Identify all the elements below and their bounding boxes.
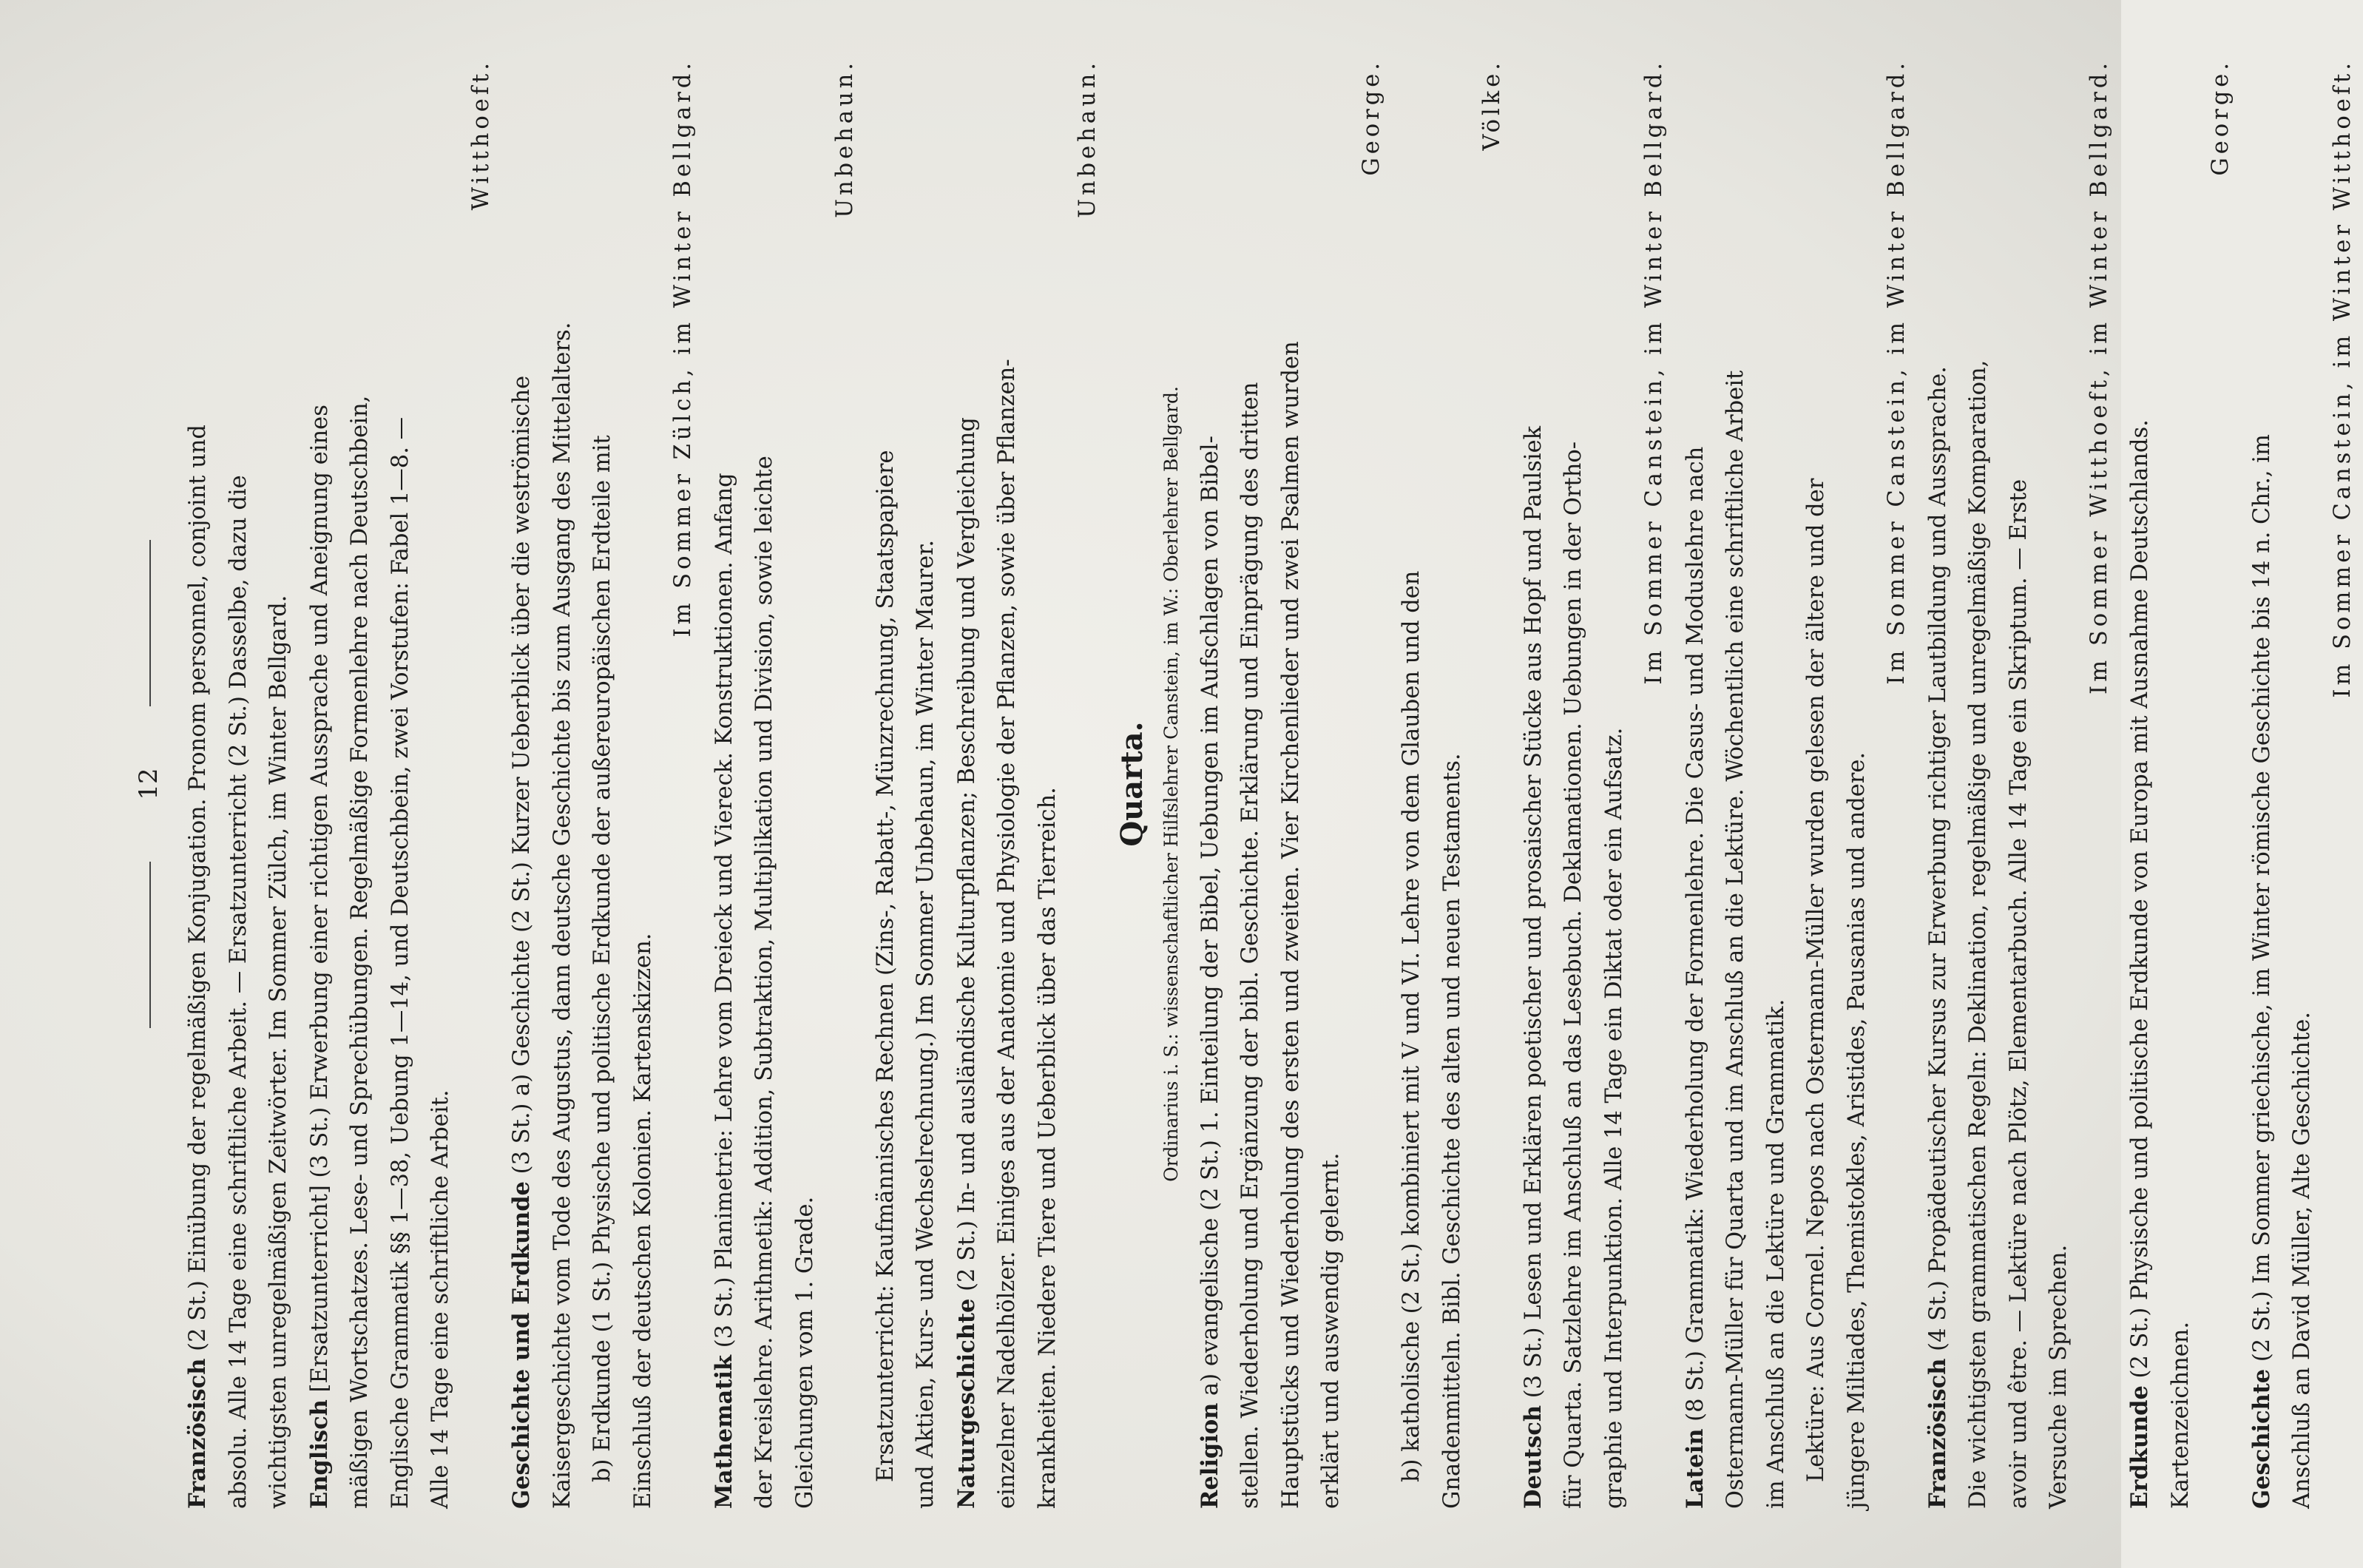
teacher-name: Unbehaun. [1075,59,1101,218]
text-line: im Anschluß an die Lektüre und Grammatik. [1762,998,1789,1509]
teacher-name: Im Sommer Canstein, im Winter Bellgard. [1641,59,1667,685]
teacher-name: Im Sommer Canstein, im Winter Bellgard. [1884,59,1910,685]
text-line: wichtigsten unregelmäßigen Zeitwörter. Im Sommer Zülch, im Winter Bellgard. [266,595,291,1509]
teacher-name: Witthoeft. [467,59,494,211]
text-line: (2 St.) Im Sommer griechische, im Winter römische Geschichte bis 14 n. Chr., im [2248,434,2275,1362]
text-line: (2 St.) Einübung der regelmäßigen Konjugation. Pronom personnel, conjoint und [185,425,211,1351]
entry-deutsch [1513,59,1675,1509]
text-line: Gleichungen vom 1. Grade. [791,1196,818,1509]
entry-geschichte-erdkunde [501,59,704,1509]
teacher-name: Im Sommer Zülch, im Winter Bellgard. [670,59,696,638]
text-line: Hauptstücks und Wiederholung des ersten und zweiten. Vier Kirchenlieder und zwei Psalmen wurden [1277,341,1304,1509]
teacher-name: George. [2208,59,2234,176]
page-number: 12 [129,59,173,1509]
section-heading-quarta: Quarta. [1114,721,1149,847]
teacher-name: Völke. [1479,59,1505,151]
subject-heading: Französisch [1924,1358,1951,1509]
text-line: und Aktien, Kurs- und Wechselrechnung.) Im Sommer Unbehaun, im Winter Maurer. [913,539,939,1509]
text-line: für Quarta. Satzlehre im Anschluß an das Lesebuch. Deklamationen. Uebungen in der Ortho- [1561,441,1586,1509]
text-line: Kaisergeschichte vom Tode des Augustus, dann deutsche Geschichte bis zum Ausgang des Mittelalters. [549,322,575,1509]
subject-heading: Erdkunde [2126,1385,2153,1509]
text-line: der Kreislehre. Arithmetik: Addition, Subtraktion, Multiplikation und Division, sowie leichte [751,456,777,1509]
text-line: Englische Grammatik §§ 1—38, Uebung 1—14, und Deutschbein, zwei Vorstufen: Fabel 1—8. — [387,416,413,1509]
entry-mathematik [704,59,947,1509]
text-line: (3 St.) Planimetrie: Lehre vom Dreieck und Viereck. Konstruktionen. Anfang [711,473,737,1348]
text-line: Kartenzeichnen. [2167,1321,2194,1509]
teacher-name: George. [1358,59,1385,176]
text-line: [Ersatzunterricht] (3 St.) Erwerbung einer richtigen Aussprache und Aneignung eines [306,405,333,1393]
text-line: Ersatzunterricht: Kaufmännisches Rechnen (Zins-, Rabatt-, Münzrechnung, Staatspapiere [872,450,899,1482]
subject-heading: Französisch [184,1358,211,1509]
text-line: (8 St.) Grammatik: Wiederholung der Formenlehre. Die Casus- und Moduslehre nach [1682,446,1708,1422]
entry-religion [1190,59,1513,1509]
subject-heading: Geschichte [2248,1368,2275,1509]
text-line: (2 St.) Physische und politische Erdkunde von Europa mit Ausnahme Deutschlands. [2127,419,2153,1379]
text-line: Die wichtigsten grammatischen Regeln: Deklination, regelmäßige und unregelmäßige Komparation, [1965,359,1991,1509]
text-line: mäßigen Wortschatzes. Lese- und Sprechübungen. Regelmäßige Formenlehre nach Deutschbein, [347,395,373,1509]
text-line: a) evangelische (2 St.) 1. Einteilung der Bibel, Uebungen im Aufschlagen von Bibel- [1197,436,1223,1396]
subject-heading: Englisch [305,1399,333,1509]
text-line: Gnadenmitteln. Bibl. Geschichte des alten und neuen Testaments. [1439,753,1465,1509]
entry-franzoesisch-upper [178,59,300,1509]
text-line: Alle 14 Tage eine schriftliche Arbeit. [427,1089,453,1509]
text-line: (3 St.) a) Geschichte (2 St.) Kurzer Ueberblick über die weströmische [509,375,535,1175]
text-line: graphie und Interpunktion. Alle 14 Tage ein Diktat oder ein Aufsatz. [1600,727,1627,1509]
teacher-name: Im Sommer Witthoeft, im Winter Bellgard. [2086,59,2112,695]
entry-englisch [300,59,502,1509]
subject-heading: Geschichte und Erdkunde [508,1181,535,1509]
rotated-document-page [129,59,2356,1509]
text-line: absolu. Alle 14 Tage eine schriftliche Arbeit. — Ersatzunterricht (2 St.) Dasselbe, dazu die [225,475,251,1509]
subject-heading: Mathematik [710,1354,737,1509]
subject-heading: Deutsch [1519,1405,1546,1509]
text-line: Versuche im Sprechen. [2046,1244,2072,1509]
entry-latein [1675,59,1918,1509]
teacher-name: Unbehaun. [832,59,858,218]
entry-franzoesisch-quarta [1918,59,2120,1509]
text-line: (4 St.) Propädeutischer Kursus zur Erwerbung richtiger Lautbildung und Aussprache. [1924,366,1951,1351]
entry-erdkunde [2120,59,2242,1509]
text-line: avoir und être. — Lektüre nach Plötz, Elementarbuch. Alle 14 Tage ein Skriptum. — Erste [2005,479,2032,1509]
text-line: (3 St.) Lesen und Erklären poetischer und prosaischer Stücke aus Hopf und Paulsiek [1520,425,1546,1399]
teacher-name: Im Sommer Canstein, im Winter Witthoeft. [2329,59,2356,698]
text-line: Lektüre: Aus Cornel. Nepos nach Ostermann-Müller wurden gelesen der ältere und der [1803,478,1829,1482]
ordinarius-line: Ordinarius i. S.: wissenschaftlicher Hilfslehrer Canstein, im W.: Oberlehrer Bellgard. [1160,386,1182,1182]
text-line: einzelner Nadelhölzer. Einiges aus der Anatomie und Physiologie der Pflanzen, sowie über Pflanzen- [994,359,1020,1509]
entry-geschichte [2242,59,2363,1509]
text-line: erklärt und auswendig gelernt. [1318,1152,1344,1509]
text-line: (2 St.) In- und ausländische Kulturpflanzen; Beschreibung und Vergleichung [953,417,980,1291]
text-line: b) katholische (2 St.) kombiniert mit V und VI. Lehre von dem Glauben und den [1399,570,1424,1482]
text-line: Ostermann-Müller für Quarta und im Anschluß an die Lektüre. Wöchentlich eine schriftliche Arbeit [1723,370,1748,1509]
text-line: Einschluß der deutschen Kolonien. Kartenskizzen. [629,933,656,1509]
subject-heading: Latein [1681,1428,1708,1509]
text-line: Anschluß an David Müller, Alte Geschichte. [2289,1012,2315,1509]
entry-naturgeschichte [947,59,1109,1509]
subject-heading: Religion [1196,1402,1223,1509]
text-line: jüngere Miltiades, Themistokles, Aristides, Pausanias und andere. [1843,751,1870,1509]
text-line: stellen. Wiederholung und Ergänzung der bibl. Geschichte. Erklärung und Einprägung des dritten [1237,382,1263,1509]
text-line: b) Erdkunde (1 St.) Physische und politische Erdkunde der außereuropäischen Erdteile mit [589,435,615,1482]
subject-heading: Naturgeschichte [953,1298,980,1509]
text-line: krankheiten. Niedere Tiere und Ueberblick über das Tierreich. [1034,787,1061,1509]
